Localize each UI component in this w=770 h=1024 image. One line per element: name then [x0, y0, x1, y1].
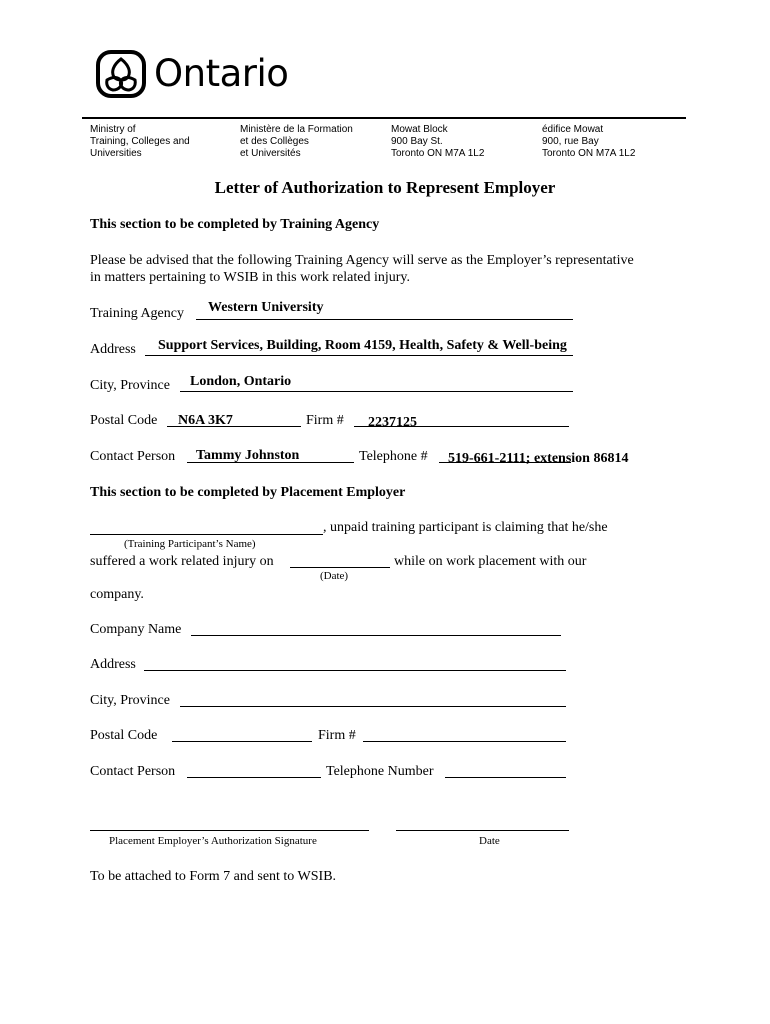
signature-date-line[interactable]	[396, 830, 569, 831]
employer-postal-label: Postal Code	[90, 728, 158, 743]
logo-wordmark: Ontario	[154, 52, 289, 95]
postal-code-value[interactable]: N6A 3K7	[178, 413, 233, 428]
training-agency-label: Training Agency	[90, 306, 184, 321]
employer-city-label: City, Province	[90, 693, 170, 708]
postal-code-label: Postal Code	[90, 413, 158, 428]
header-ministry-fr: Ministère de la Formation et des Collèges et Universités	[240, 124, 353, 159]
header-address-en: Mowat Block 900 Bay St. Toronto ON M7A 1L2	[391, 124, 485, 159]
header-address-fr: édifice Mowat 900, rue Bay Toronto ON M7A 1L2	[542, 124, 636, 159]
header-rule	[82, 117, 686, 119]
section2-heading: This section to be completed by Placement Employer	[90, 485, 406, 500]
injury-text-end: while on work placement with our	[394, 554, 587, 569]
employer-telephone-label: Telephone Number	[326, 764, 434, 779]
address-label: Address	[90, 342, 136, 357]
telephone-value[interactable]: 519-661-2111; extension 86814	[448, 451, 629, 466]
participant-name-line	[90, 534, 323, 535]
injury-date-caption: (Date)	[320, 570, 349, 582]
address-line	[145, 355, 573, 356]
header-ministry-en: Ministry of Training, Colleges and Universities	[90, 124, 190, 159]
trillium-icon	[96, 50, 148, 100]
employer-contact-line[interactable]	[187, 777, 321, 778]
address-value[interactable]: Support Services, Building, Room 4159, Health, Safety & Well-being	[158, 338, 567, 353]
footer-note: To be attached to Form 7 and sent to WSIB.	[90, 869, 337, 884]
page-title: Letter of Authorization to Represent Employer	[214, 178, 556, 197]
city-province-line	[180, 391, 573, 392]
employer-firm-label: Firm #	[318, 728, 356, 743]
training-agency-value[interactable]: Western University	[208, 300, 324, 315]
employer-postal-line[interactable]	[172, 741, 312, 742]
city-province-label: City, Province	[90, 378, 170, 393]
employer-contact-label: Contact Person	[90, 764, 176, 779]
employer-address-label: Address	[90, 657, 136, 672]
company-word: company.	[90, 587, 144, 602]
section1-heading: This section to be completed by Training Agency	[90, 217, 380, 232]
signature-line[interactable]	[90, 830, 369, 831]
contact-person-label: Contact Person	[90, 449, 176, 464]
firm-label: Firm #	[306, 413, 344, 428]
signature-caption: Placement Employer’s Authorization Signature	[109, 835, 317, 847]
company-name-label: Company Name	[90, 622, 182, 637]
claim-text: , unpaid training participant is claiming that he/she	[323, 520, 608, 535]
employer-firm-line[interactable]	[363, 741, 566, 742]
telephone-label: Telephone #	[359, 449, 428, 464]
contact-person-value[interactable]: Tammy Johnston	[196, 448, 300, 463]
employer-city-line[interactable]	[180, 706, 566, 707]
section1-intro-line2: in matters pertaining to WSIB in this work related injury.	[90, 270, 410, 285]
participant-name-caption: (Training Participant’s Name)	[124, 538, 256, 550]
section1-intro-line1: Please be advised that the following Training Agency will serve as the Employer’s representative	[90, 253, 634, 268]
firm-value[interactable]: 2237125	[368, 415, 417, 430]
company-name-line[interactable]	[191, 635, 561, 636]
injury-text-start: suffered a work related injury on	[90, 554, 274, 569]
city-province-value[interactable]: London, Ontario	[190, 374, 292, 389]
signature-date-caption: Date	[479, 835, 500, 847]
employer-telephone-line[interactable]	[445, 777, 566, 778]
training-agency-line	[196, 319, 573, 320]
injury-date-line	[290, 567, 390, 568]
employer-address-line[interactable]	[144, 670, 566, 671]
